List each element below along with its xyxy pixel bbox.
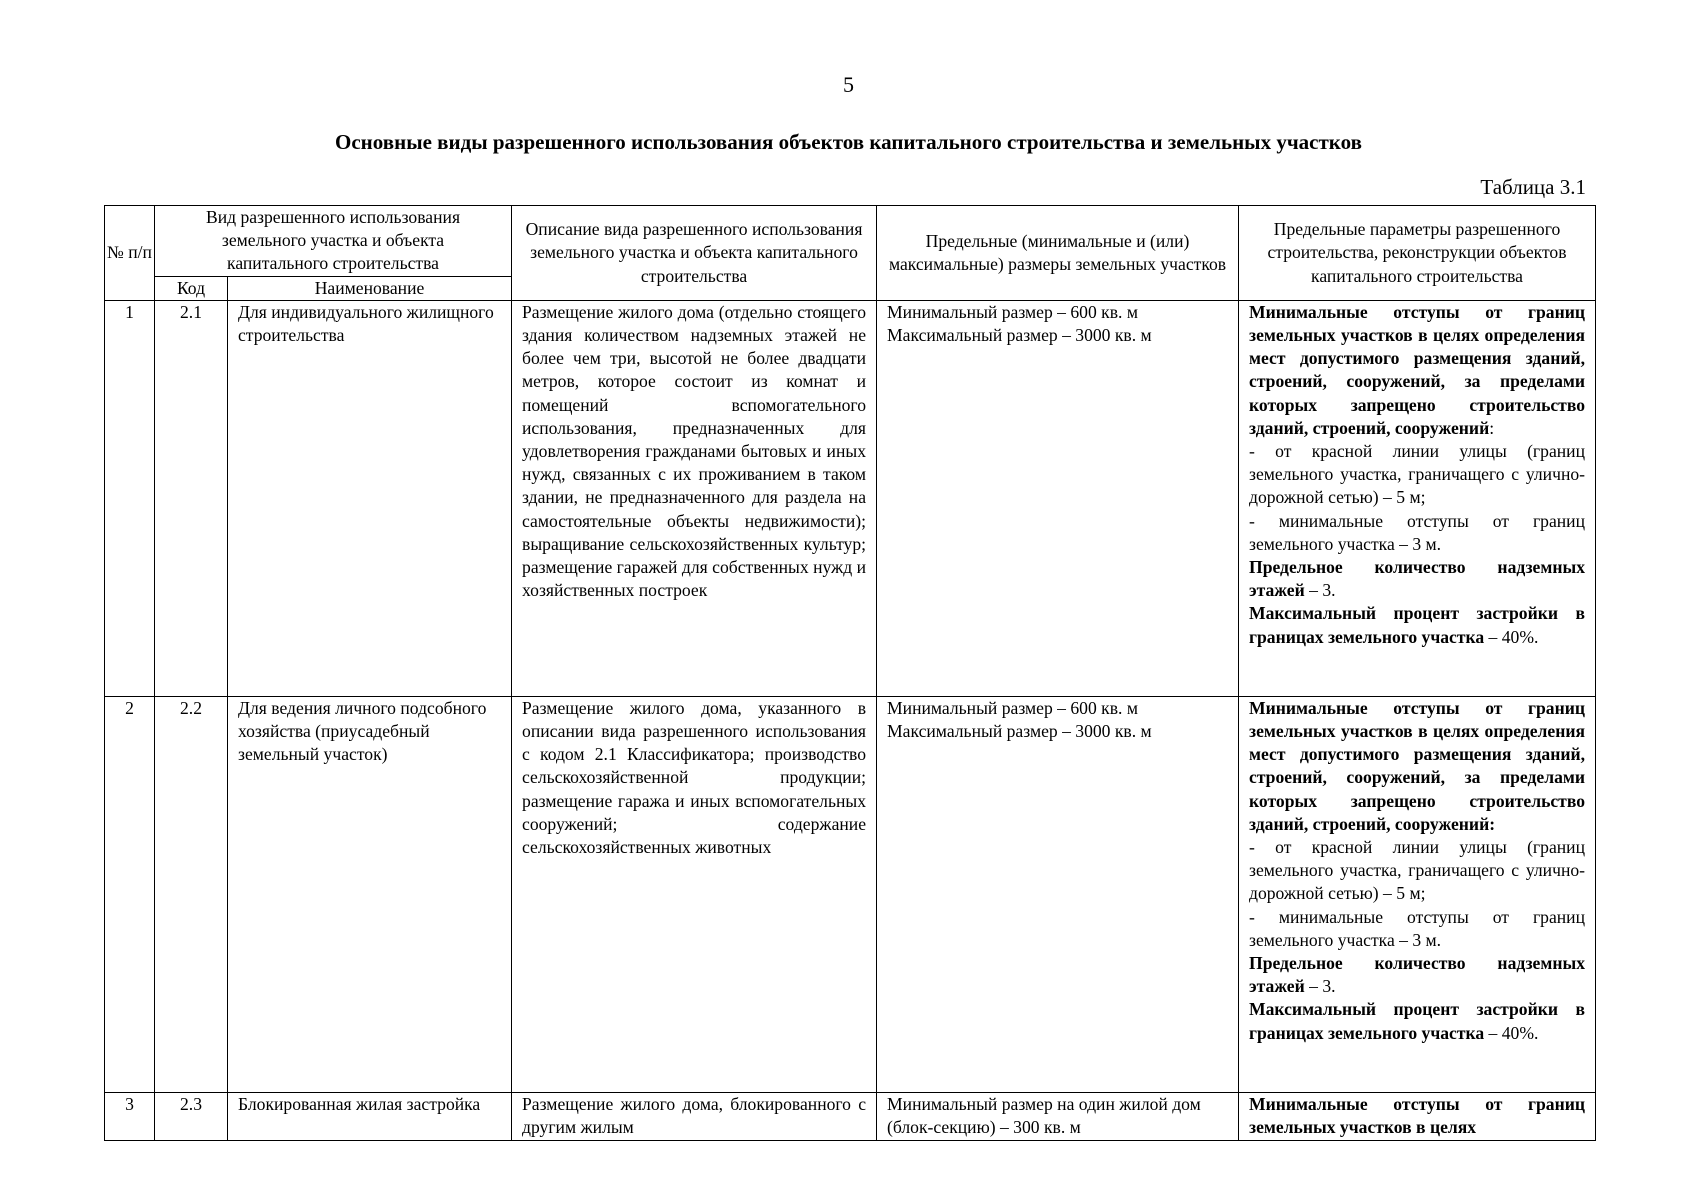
row-description: Размещение жилого дома, блокированного с другим жилым [512,1092,877,1140]
document-title: Основные виды разрешенного использования объектов капитального строительства и земельных участков [335,130,1362,154]
size-line: Максимальный размер – 3000 кв. м [887,721,1152,742]
row-name: Для индивидуального жилищного строительства [228,300,512,696]
floors-label: Предельное количество надземных этажей [1249,953,1586,997]
row-num: 3 [105,1092,155,1140]
row-num: 2 [105,696,155,1092]
header-sizes: Предельные (минимальные и (или) максимальные) размеры земельных участков [877,206,1239,301]
table-row [105,696,1596,1092]
size-line: Минимальный размер – 600 кв. м [887,697,1138,718]
offsets-heading: Минимальные отступы от границ земельных участков в целях определения мест допустимого размещения зданий, строений, сооружений, за пределами которых запрещено строительство зданий, строений, сооружений [1249,301,1586,438]
row-params [1239,1092,1596,1140]
floors-value: – 3. [1304,580,1336,601]
row-name: Для ведения личного подсобного хозяйства (приусадебный земельный участок) [228,696,512,1092]
offset-min: - минимальные отступы от границ земельного участка – 3 м. [1249,906,1586,950]
header-num: № п/п [105,206,155,301]
coverage-label: Максимальный процент застройки в границах земельного участка [1249,999,1586,1043]
size-line: Минимальный размер – 600 кв. м [887,301,1138,322]
header-params: Предельные параметры разрешенного строительства, реконструкции объектов капитального строительства [1239,206,1596,301]
row-sizes [877,696,1239,1092]
row-description: Размещение жилого дома (отдельно стоящего здания количеством надземных этажей не более чем три, высотой не более двадцати метров, которое состоит из комнат и помещений вспомогательного использования, предназначенных для удовлетворения гражданами бытовых и иных нужд, связанных с их проживанием в таком здании, не предназначенного для раздела на самостоятельные объекты недвижимости); выращивание сельскохозяйственных культур; размещение гаражей для собственных нужд и хозяйственных построек [512,300,877,696]
coverage-value: – 40%. [1484,626,1539,647]
coverage-label: Максимальный процент застройки в границах земельного участка [1249,603,1586,647]
header-code: Код [155,276,228,300]
header-name: Наименование [228,276,512,300]
offset-red-line: - от красной линии улицы (границ земельного участка, граничащего с улично-дорожной сетью) – 5 м; [1249,837,1586,904]
size-line: Максимальный размер – 3000 кв. м [887,325,1152,346]
page-number: 5 [843,72,854,97]
row-params [1239,300,1596,696]
offsets-colon: : [1489,417,1495,438]
row-name: Блокированная жилая застройка [228,1092,512,1140]
offset-min: - минимальные отступы от границ земельного участка – 3 м. [1249,510,1586,554]
floors-value: – 3. [1304,976,1336,997]
row-code: 2.3 [155,1092,228,1140]
table-caption: Таблица 3.1 [1480,175,1586,199]
floors-label: Предельное количество надземных этажей [1249,557,1586,601]
offset-red-line: - от красной линии улицы (границ земельного участка, граничащего с улично-дорожной сетью) – 5 м; [1249,441,1586,508]
header-description: Описание вида разрешенного использования земельного участка и объекта капитального строительства [512,206,877,301]
coverage-value: – 40%. [1484,1022,1539,1043]
row-params [1239,696,1596,1092]
row-sizes [877,1092,1239,1140]
row-code: 2.1 [155,300,228,696]
table-row [105,300,1596,696]
table-row [105,1092,1596,1140]
row-num: 1 [105,300,155,696]
row-code: 2.2 [155,696,228,1092]
offsets-heading: Минимальные отступы от границ земельных участков в целях определения мест допустимого размещения зданий, строений, сооружений, за пределами которых запрещено строительство зданий, строений, сооружений: [1249,697,1586,834]
row-sizes [877,300,1239,696]
size-line: Минимальный размер на один жилой дом (блок-секцию) – 300 кв. м [887,1093,1201,1138]
header-type-group: Вид разрешенного использования земельного участка и объекта капитального строительства [155,206,512,277]
land-use-table [104,205,1596,1141]
offsets-heading-partial: Минимальные отступы от границ земельных участков в целях [1249,1093,1586,1138]
row-description: Размещение жилого дома, указанного в описании вида разрешенного использования с кодом 2.1 Классификатора; производство сельскохозяйственной продукции; размещение гаража и иных вспомогательных сооружений; содержание сельскохозяйственных животных [512,696,877,1092]
